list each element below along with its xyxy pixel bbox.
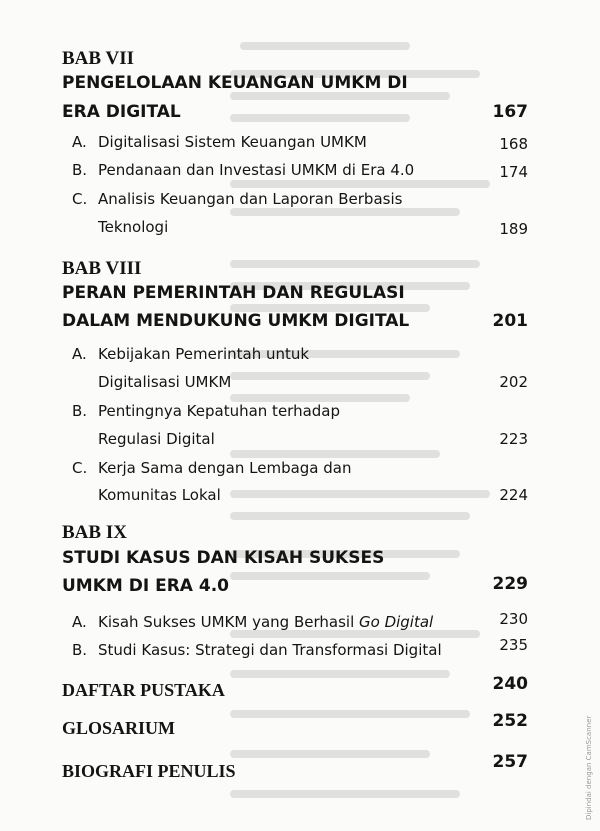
- chapter-page-number: 201: [492, 311, 528, 331]
- item-title: Digitalisasi Sistem Keuangan UMKM: [98, 133, 367, 151]
- item-page-number: 202: [499, 373, 528, 391]
- item-title-text: Kisah Sukses UMKM yang Berhasil: [98, 613, 359, 631]
- item-title: Studi Kasus: Strategi dan Transformasi Digital: [98, 641, 442, 659]
- item-title: Kerja Sama dengan Lembaga dan: [98, 459, 352, 477]
- item-letter: C.: [72, 190, 88, 208]
- item-letter: A.: [72, 613, 87, 631]
- chapter-title-line: PERAN PEMERINTAH DAN REGULASI: [62, 283, 405, 303]
- chapter-page-number: 167: [492, 102, 528, 122]
- item-title: Regulasi Digital: [98, 430, 215, 448]
- chapter-title-line: STUDI KASUS DAN KISAH SUKSES: [62, 548, 385, 568]
- item-page-number: 230: [499, 610, 528, 628]
- item-title: Digitalisasi UMKM: [98, 373, 232, 391]
- item-letter: B.: [72, 161, 88, 179]
- scanner-watermark: Dipindai dengan CamScanner: [585, 715, 593, 820]
- item-page-number: 224: [499, 486, 528, 504]
- chapter-page-number: 229: [492, 574, 528, 594]
- back-matter-page-number: 252: [492, 711, 528, 731]
- item-title: Pentingnya Kepatuhan terhadap: [98, 402, 341, 420]
- chapter-label: BAB IX: [62, 522, 127, 543]
- item-title: Analisis Keuangan dan Laporan Berbasis: [98, 190, 403, 208]
- item-letter: C.: [72, 459, 88, 477]
- chapter-title-line: PENGELOLAAN KEUANGAN UMKM DI: [62, 73, 408, 93]
- item-letter: A.: [72, 133, 87, 151]
- chapter-label: BAB VII: [62, 48, 134, 69]
- item-title: Komunitas Lokal: [98, 486, 221, 504]
- back-matter-page-number: 257: [492, 752, 528, 772]
- item-page-number: 168: [499, 135, 528, 153]
- item-page-number: 189: [499, 220, 528, 238]
- chapter-label: BAB VIII: [62, 258, 142, 279]
- chapter-title-line: UMKM DI ERA 4.0: [62, 576, 229, 596]
- chapter-title-line: DALAM MENDUKUNG UMKM DIGITAL: [62, 311, 410, 331]
- item-page-number: 235: [499, 636, 528, 654]
- item-title: Kebijakan Pemerintah untuk: [98, 345, 310, 363]
- item-letter: B.: [72, 402, 88, 420]
- item-title: Teknologi: [98, 218, 169, 236]
- back-matter-title: DAFTAR PUSTAKA: [62, 680, 225, 700]
- item-letter: B.: [72, 641, 88, 659]
- back-matter-title: BIOGRAFI PENULIS: [62, 761, 236, 781]
- item-page-number: 223: [499, 430, 528, 448]
- item-title-emphasis: Go Digital: [359, 613, 434, 631]
- item-page-number: 174: [499, 163, 528, 181]
- item-title: [98, 613, 433, 631]
- item-letter: A.: [72, 345, 87, 363]
- chapter-title-line: ERA DIGITAL: [62, 102, 181, 122]
- back-matter-page-number: 240: [492, 674, 528, 694]
- back-matter-title: GLOSARIUM: [62, 718, 176, 738]
- item-title: Pendanaan dan Investasi UMKM di Era 4.0: [98, 161, 415, 179]
